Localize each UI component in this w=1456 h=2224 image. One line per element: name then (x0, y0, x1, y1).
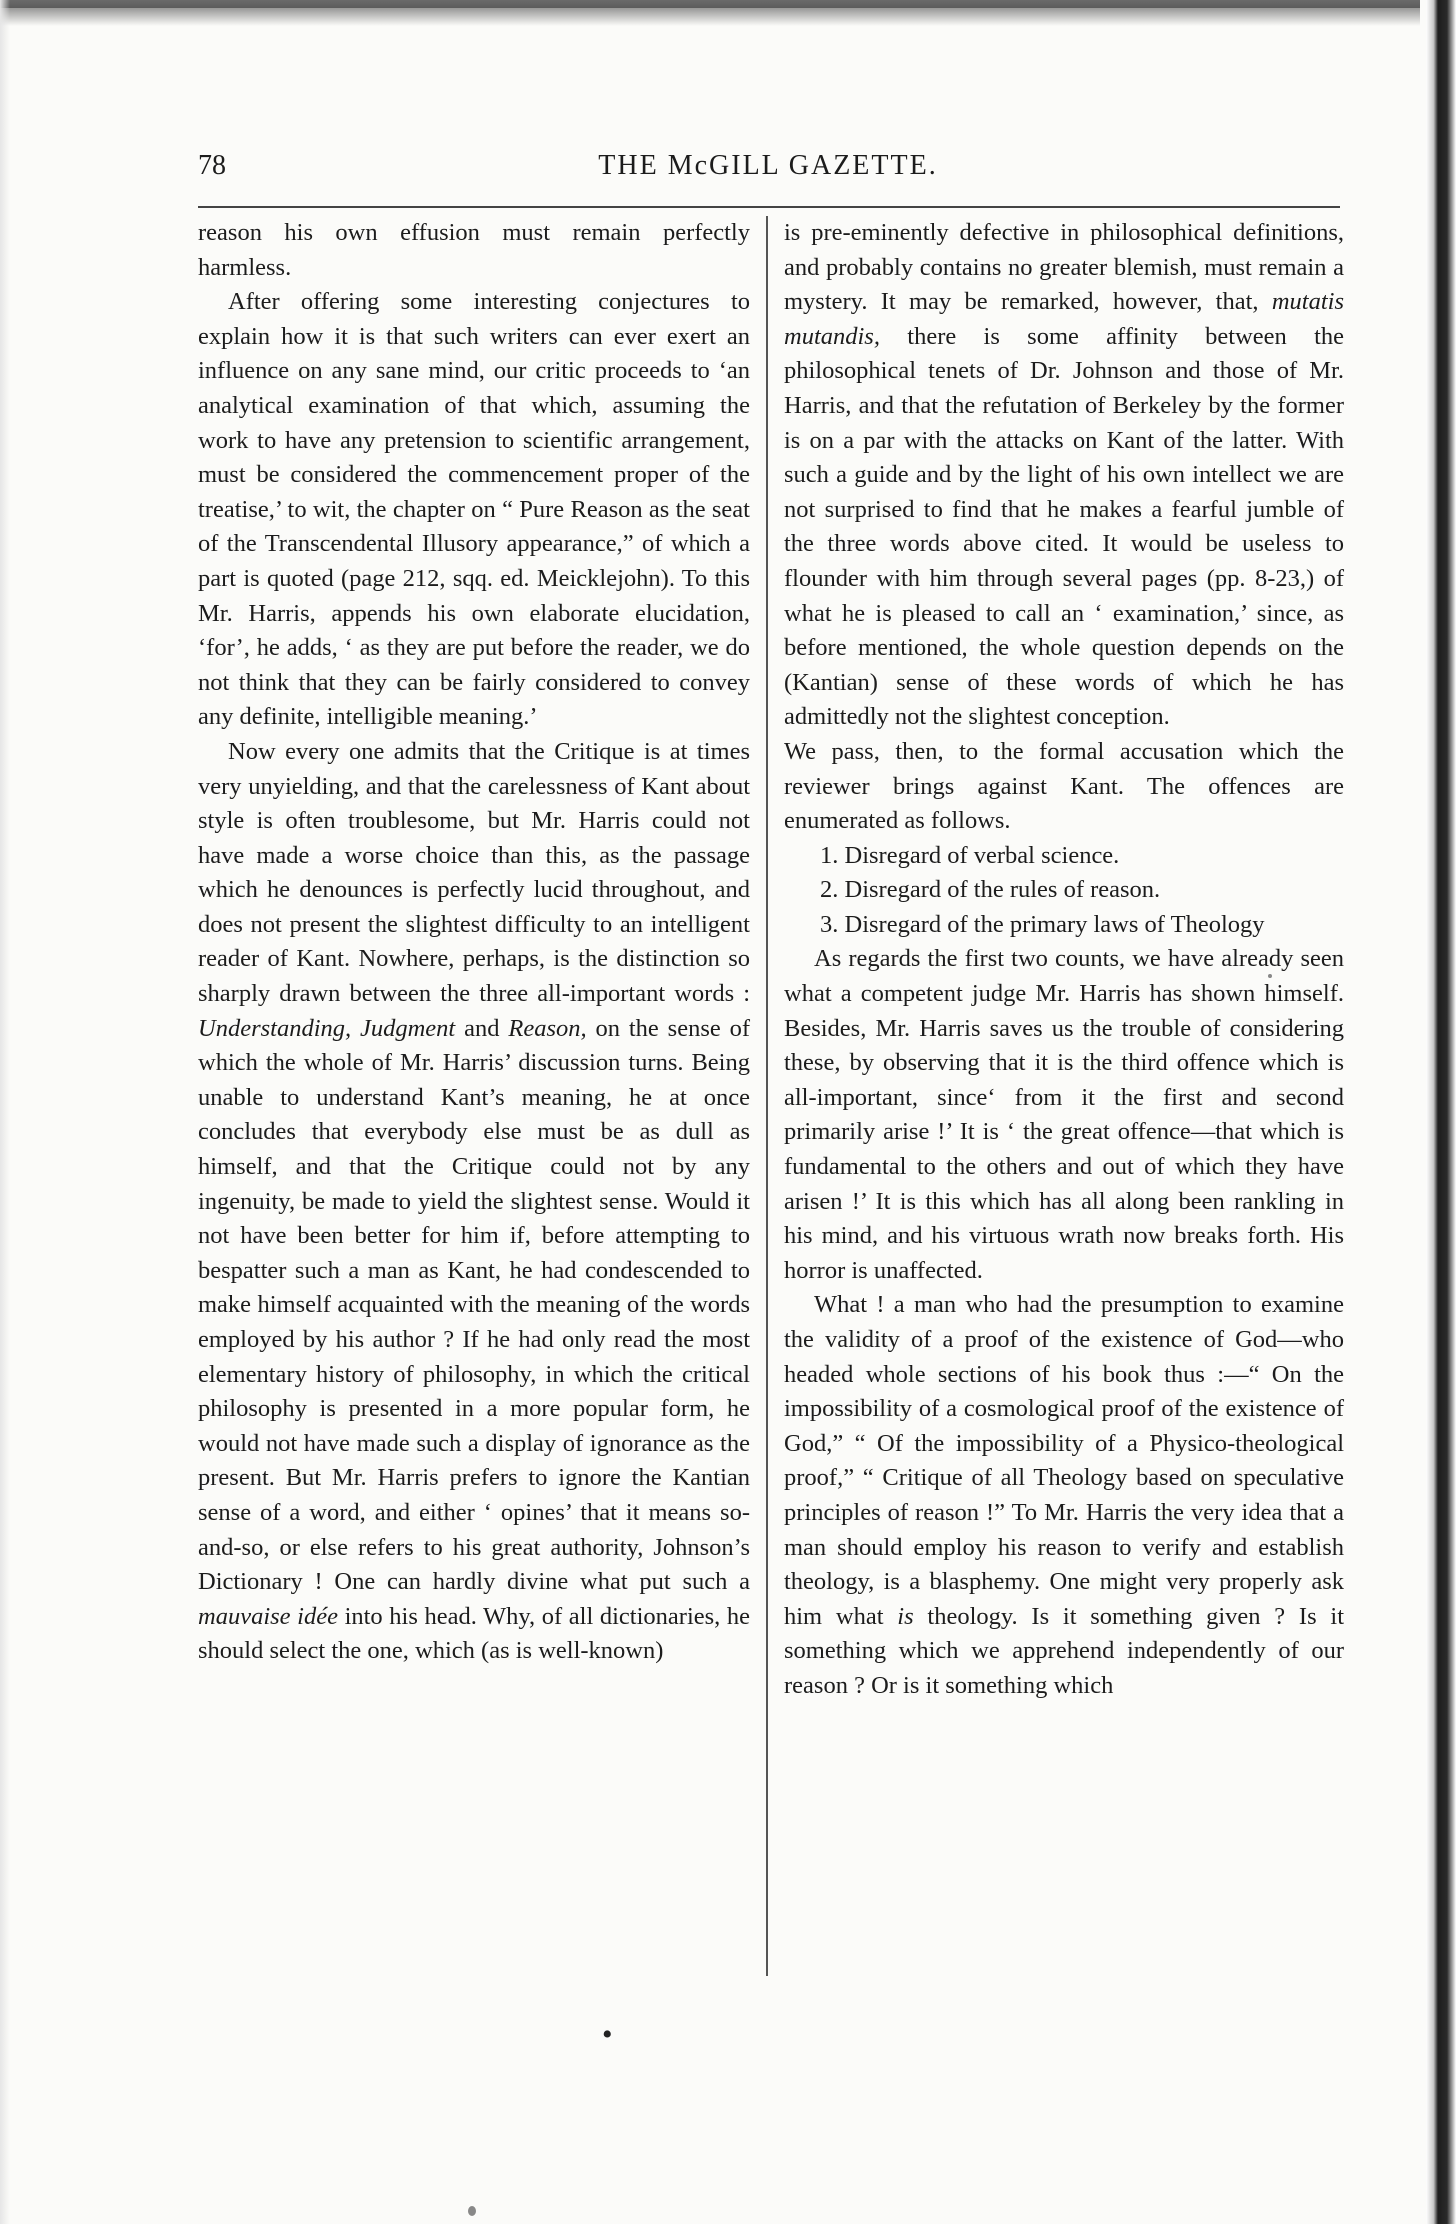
scan-speck (1268, 974, 1272, 978)
italic-word: is (897, 1602, 914, 1630)
text-run: Now every one admits that the Critique is at times very unyielding, and that the carelessness of Kant about style is often troublesome, but Mr. Harris could not have made a worse choice than this, as the passage which he denounces is perfectly lucid throughout, and does not present the slightest difficulty to an intelligent reader of Kant. Nowhere, perhaps, is the distinction so sharply drawn between the three all-important words : (198, 737, 750, 1008)
paragraph: After offering some interesting conjectures to explain how it is that such writers can ever exert an influence on any sane mind, our critic proceeds to ‘an analytical examination of that which, assuming the work to have any pretension to scientific arrangement, must be considered the commencement proper of the treatise,’ to wit, the chapter on “ Pure Reason as the seat of the Transcendental Illusory appearance,” of which a part is quoted (page 212, sqq. ed. Meicklejohn). To this Mr. Harris, appends his own elaborate elucidation, ‘for’, he adds, ‘ as they are put before the reader, we do not think that they can be fairly considered to convey any definite, intelligible meaning.’ (198, 288, 750, 731)
paragraph (784, 216, 1344, 735)
text-run: theology. Is it something given ? Is it something which we apprehend independently of our reason ? Or is it something which (784, 1602, 1344, 1699)
page-number: 78 (198, 150, 226, 181)
left-column (198, 216, 750, 1669)
text-run: there is some affinity between the philosophical tenets of Dr. Johnson and those of Mr. Harris, and that the refutation of Berkeley by the former is on a par with the attacks on Kant of the latter. With such a guide and by the light of his own intellect we are not surprised to find that he makes a fearful jumble of the three words above cited. It would be useless to flounder with him through several pages (pp. 8-23,) of what he is pleased to call an ‘ examination,’ since, as before mentioned, the whole question depends on the (Kantian) sense of these words of which he has admittedly not the slightest conception. (784, 322, 1344, 731)
paragraph: We pass, then, to the formal accusation which the reviewer brings against Kant. The offences are enumerated as follows. (784, 737, 1344, 835)
text-run: and (464, 1014, 500, 1042)
list-item: 3. Disregard of the primary laws of Theology (820, 910, 1265, 938)
italic-phrase: mutatis mutandis, (784, 288, 1345, 350)
scan-speck (468, 2206, 476, 2216)
paragraph (784, 1288, 1344, 1703)
italic-term: Reason, (508, 1014, 587, 1042)
paragraph: As regards the first two counts, we have already seen what a competent judge Mr. Harris has shown himself. Besides, Mr. Harris saves us the trouble of considering these, by observing that it is the third offence which is all-important, since‘ from it the first and second primarily arise !’ It is ‘ the great offence—that which is fundamental to the others and out of which they have arisen !’ It is this which has all along been rankling in his mind, and his virtuous wrath now breaks forth. His horror is unaffected. (784, 945, 1344, 1284)
header-rule (198, 206, 1340, 208)
text-run: on the sense of which the whole of Mr. Harris’ discussion turns. Being unable to understand Kant’s meaning, he at once concludes that everybody else must be as dull as himself, and that the Critique could not by any ingenuity, be made to yield the slightest sense. Would it not have been better for him if, before attempting to bespatter such a man as Kant, he had condescended to make himself acquainted with the meaning of the words employed by his author ? If he had only read the most elementary history of philosophy, in which the critical philosophy is presented in a more popular form, he would not have made such a display of ignorance as the present. But Mr. Harris prefers to ignore the Kantian sense of a word, and either ‘ opines’ that it means so-and-so, or else refers to his great authority, Johnson’s Dictionary ! One can hardly divine what put such a (198, 1014, 751, 1596)
list-item: 2. Disregard of the rules of reason. (820, 876, 1161, 904)
page-binding-edge (1426, 0, 1456, 2224)
paragraph (198, 735, 750, 1669)
column-divider (766, 216, 768, 1976)
italic-phrase: mauvaise idée (198, 1602, 338, 1630)
text-run: into his head. Why, of all dictionaries, he should select the one, which (as is well-known) (198, 1602, 751, 1665)
ink-dot: • (602, 2018, 613, 2051)
running-title: THE McGILL GAZETTE. (598, 150, 938, 181)
text-run: What ! a man who had the presumption to examine the validity of a proof of the existence of God—who headed whole sections of his book thus :—“ On the impossibility of a cosmological proof of the existence of God,” “ Of the impossibility of a Physico-theological proof,” “ Critique of all Theology based on speculative principles of reason !” To Mr. Harris the very idea that a man should employ his reason to verify and establish theology, is a blasphemy. One might very properly ask him what (784, 1291, 1344, 1630)
italic-term: Understanding, Judgment (198, 1014, 456, 1042)
text-run: is pre-eminently defective in philosophical definitions, and probably contains no greater blemish, must remain a mystery. It may be remarked, however, that, (784, 219, 1344, 316)
scan-left-shade (0, 0, 10, 2224)
paragraph: reason his own effusion must remain perfectly harmless. (198, 219, 750, 281)
right-column (784, 216, 1344, 1704)
list-item: 1. Disregard of verbal science. (820, 841, 1120, 869)
scan-top-shadow (0, 0, 1420, 26)
page-header (198, 150, 1338, 190)
